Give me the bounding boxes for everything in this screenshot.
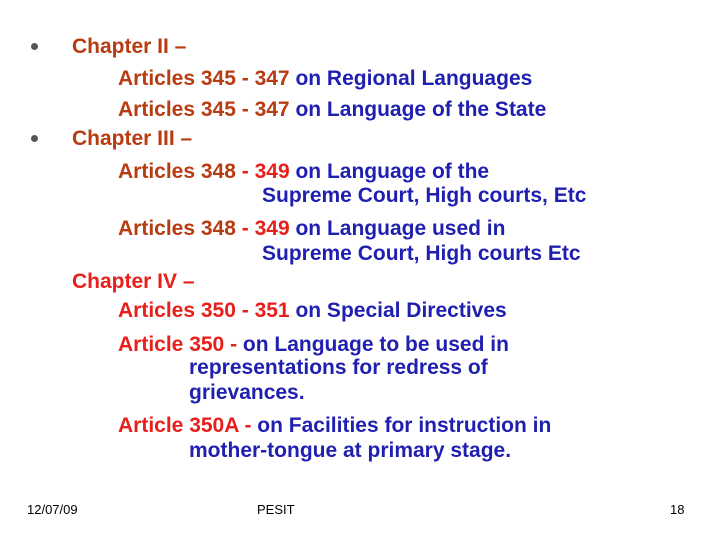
chapter-2-heading: Chapter II – — [72, 35, 187, 58]
article-desc: on Facilities for instruction in — [251, 414, 552, 437]
article-ref: Articles 348 — [118, 160, 236, 183]
chapter-2-line-1 — [118, 66, 532, 92]
article-desc: on Regional Languages — [289, 67, 533, 90]
chapter-3-line-1-cont: Supreme Court, High courts, Etc — [262, 184, 587, 207]
chapter-3-line-1 — [118, 159, 489, 185]
article-desc: on Language of the State — [289, 98, 547, 121]
chapter-3-line-2-cont: Supreme Court, High courts Etc — [262, 242, 581, 265]
footer-date: 12/07/09 — [27, 502, 78, 517]
article-ref: Article 350A - — [118, 414, 252, 437]
article-ref: Articles 348 — [118, 217, 236, 240]
chapter-4-line-1 — [118, 298, 507, 324]
article-range: - 349 — [235, 217, 290, 240]
footer-center-text: PESIT — [257, 502, 295, 517]
article-ref: Articles 345 - 347 — [118, 98, 290, 121]
article-ref: Articles 345 - 347 — [118, 67, 290, 90]
chapter-3-line-2 — [118, 216, 505, 242]
article-ref: Articles 350 - 351 — [118, 299, 290, 322]
chapter-4-line-2-cont-1: representations for redress of — [189, 356, 488, 379]
chapter-4-line-3 — [118, 413, 551, 439]
bullet-dot-icon — [31, 43, 38, 50]
chapter-4-line-2-cont-2: grievances. — [189, 381, 305, 404]
footer-page-number: 18 — [670, 502, 685, 517]
article-desc: on Special Directives — [289, 299, 507, 322]
chapter-4-line-3-cont: mother-tongue at primary stage. — [189, 439, 512, 462]
chapter-4-heading: Chapter IV – — [72, 270, 195, 293]
article-desc: on Language to be used in — [237, 333, 509, 356]
chapter-2-line-2 — [118, 97, 546, 123]
article-ref: Article 350 - — [118, 333, 238, 356]
article-desc: on Language used in — [289, 217, 506, 240]
article-range: - 349 — [235, 160, 290, 183]
article-desc: on Language of the — [289, 160, 490, 183]
bullet-dot-icon — [31, 135, 38, 142]
chapter-3-heading: Chapter III – — [72, 127, 193, 150]
